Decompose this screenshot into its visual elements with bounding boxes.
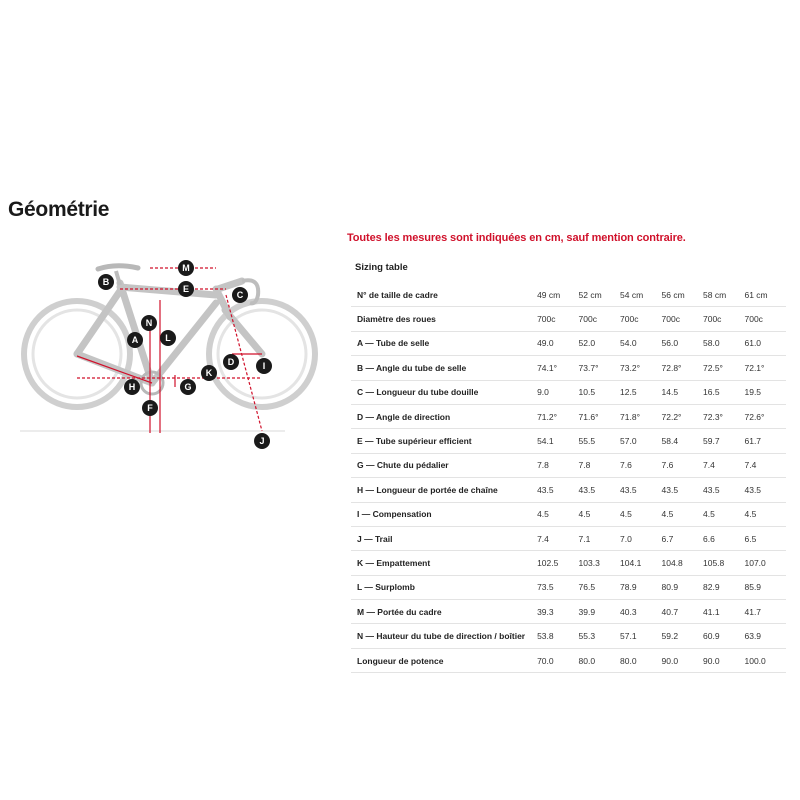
row-label: K — Empattement xyxy=(351,551,537,575)
marker-h-icon xyxy=(124,379,140,395)
row-value: 104.8 xyxy=(662,551,703,575)
row-value: 55.5 xyxy=(579,429,620,453)
row-value: 103.3 xyxy=(579,551,620,575)
row-value: 61.0 xyxy=(744,331,786,355)
row-value: 53.8 xyxy=(537,624,578,648)
row-value: 9.0 xyxy=(537,380,578,404)
row-value: 43.5 xyxy=(620,478,661,502)
table-row xyxy=(351,283,786,307)
row-value: 700c xyxy=(537,307,578,331)
row-value: 4.5 xyxy=(703,502,744,526)
row-value: 56.0 xyxy=(662,331,703,355)
row-value: 76.5 xyxy=(579,575,620,599)
row-value: 73.5 xyxy=(537,575,578,599)
row-value: 80.9 xyxy=(662,575,703,599)
row-value: 43.5 xyxy=(662,478,703,502)
svg-text:G: G xyxy=(184,382,192,392)
page-title: Géométrie xyxy=(8,198,110,221)
table-row xyxy=(351,551,786,575)
row-value: 700c xyxy=(744,307,786,331)
row-value: 71.2° xyxy=(537,404,578,428)
row-value: 54 cm xyxy=(620,283,661,307)
row-value: 63.9 xyxy=(744,624,786,648)
marker-d-icon xyxy=(223,354,239,370)
table-row xyxy=(351,478,786,502)
row-value: 49 cm xyxy=(537,283,578,307)
marker-k-icon xyxy=(201,365,217,381)
row-value: 6.5 xyxy=(744,526,786,550)
row-value: 90.0 xyxy=(703,648,744,672)
row-value: 7.4 xyxy=(744,453,786,477)
row-value: 40.3 xyxy=(620,600,661,624)
row-value: 71.6° xyxy=(579,404,620,428)
row-value: 7.8 xyxy=(537,453,578,477)
row-value: 12.5 xyxy=(620,380,661,404)
svg-text:H: H xyxy=(128,382,136,392)
row-value: 6.6 xyxy=(703,526,744,550)
row-value: 7.4 xyxy=(537,526,578,550)
marker-l-icon xyxy=(160,330,176,346)
marker-a-icon xyxy=(127,332,143,348)
row-value: 16.5 xyxy=(703,380,744,404)
row-value: 72.3° xyxy=(703,404,744,428)
row-value: 54.0 xyxy=(620,331,661,355)
row-value: 7.6 xyxy=(620,453,661,477)
row-value: 7.1 xyxy=(579,526,620,550)
row-value: 59.7 xyxy=(703,429,744,453)
row-value: 56 cm xyxy=(662,283,703,307)
row-label: I — Compensation xyxy=(351,502,537,526)
row-value: 72.6° xyxy=(744,404,786,428)
row-value: 700c xyxy=(662,307,703,331)
row-value: 7.6 xyxy=(662,453,703,477)
row-value: 43.5 xyxy=(744,478,786,502)
row-value: 40.7 xyxy=(662,600,703,624)
row-value: 49.0 xyxy=(537,331,578,355)
row-label: G — Chute du pédalier xyxy=(351,453,537,477)
row-value: 55.3 xyxy=(579,624,620,648)
table-row xyxy=(351,331,786,355)
row-value: 82.9 xyxy=(703,575,744,599)
marker-m-icon xyxy=(178,260,194,276)
svg-text:N: N xyxy=(145,318,153,328)
row-value: 59.2 xyxy=(662,624,703,648)
table-row xyxy=(351,624,786,648)
svg-text:B: B xyxy=(102,277,110,287)
table-row xyxy=(351,356,786,380)
row-value: 57.1 xyxy=(620,624,661,648)
row-label: N — Hauteur du tube de direction / boîtier xyxy=(351,624,537,648)
row-value: 58.4 xyxy=(662,429,703,453)
row-value: 4.5 xyxy=(537,502,578,526)
row-label: B — Angle du tube de selle xyxy=(351,356,537,380)
row-value: 52 cm xyxy=(579,283,620,307)
row-label: E — Tube supérieur efficient xyxy=(351,429,537,453)
marker-j-icon xyxy=(254,433,270,449)
row-value: 72.5° xyxy=(703,356,744,380)
row-value: 105.8 xyxy=(703,551,744,575)
row-value: 43.5 xyxy=(703,478,744,502)
svg-text:E: E xyxy=(182,284,190,294)
row-value: 90.0 xyxy=(662,648,703,672)
row-value: 43.5 xyxy=(579,478,620,502)
row-label: J — Trail xyxy=(351,526,537,550)
saddle xyxy=(98,266,138,269)
row-value: 57.0 xyxy=(620,429,661,453)
row-value: 72.8° xyxy=(662,356,703,380)
row-label: L — Surplomb xyxy=(351,575,537,599)
row-value: 71.8° xyxy=(620,404,661,428)
row-value: 72.2° xyxy=(662,404,703,428)
table-row xyxy=(351,600,786,624)
svg-text:D: D xyxy=(227,357,235,367)
svg-text:F: F xyxy=(147,403,153,413)
row-value: 73.2° xyxy=(620,356,661,380)
row-label: H — Longueur de portée de chaîne xyxy=(351,478,537,502)
row-value: 14.5 xyxy=(662,380,703,404)
row-value: 41.1 xyxy=(703,600,744,624)
marker-n-icon xyxy=(141,315,157,331)
measurement-note: Toutes les mesures sont indiquées en cm, sauf mention contraire. xyxy=(347,232,686,244)
row-value: 80.0 xyxy=(579,648,620,672)
row-value: 72.1° xyxy=(744,356,786,380)
row-value: 39.3 xyxy=(537,600,578,624)
marker-c-icon xyxy=(232,287,248,303)
row-value: 700c xyxy=(703,307,744,331)
marker-e-icon xyxy=(178,281,194,297)
row-value: 39.9 xyxy=(579,600,620,624)
row-value: 6.7 xyxy=(662,526,703,550)
row-value: 85.9 xyxy=(744,575,786,599)
row-value: 4.5 xyxy=(620,502,661,526)
svg-text:J: J xyxy=(259,436,265,446)
row-label: Diamètre des roues xyxy=(351,307,537,331)
row-value: 73.7° xyxy=(579,356,620,380)
row-value: 7.0 xyxy=(620,526,661,550)
table-row xyxy=(351,502,786,526)
row-value: 4.5 xyxy=(579,502,620,526)
row-value: 74.1° xyxy=(537,356,578,380)
row-value: 43.5 xyxy=(537,478,578,502)
bike-geometry-diagram xyxy=(20,255,330,455)
row-value: 104.1 xyxy=(620,551,661,575)
row-label: M — Portée du cadre xyxy=(351,600,537,624)
row-value: 52.0 xyxy=(579,331,620,355)
row-value: 102.5 xyxy=(537,551,578,575)
svg-text:L: L xyxy=(165,333,171,343)
row-label: C — Longueur du tube douille xyxy=(351,380,537,404)
row-value: 700c xyxy=(579,307,620,331)
table-row xyxy=(351,404,786,428)
row-value: 700c xyxy=(620,307,661,331)
table-row xyxy=(351,429,786,453)
geometry-table xyxy=(351,283,786,673)
marker-f-icon xyxy=(142,400,158,416)
row-label: D — Angle de direction xyxy=(351,404,537,428)
row-value: 10.5 xyxy=(579,380,620,404)
marker-g-icon xyxy=(180,379,196,395)
marker-i-icon xyxy=(256,358,272,374)
marker-b-icon xyxy=(98,274,114,290)
row-value: 70.0 xyxy=(537,648,578,672)
row-value: 80.0 xyxy=(620,648,661,672)
row-value: 7.8 xyxy=(579,453,620,477)
table-row xyxy=(351,575,786,599)
row-value: 107.0 xyxy=(744,551,786,575)
svg-text:K: K xyxy=(205,368,213,378)
svg-text:A: A xyxy=(131,335,139,345)
table-row xyxy=(351,380,786,404)
svg-text:I: I xyxy=(262,361,266,371)
row-value: 19.5 xyxy=(744,380,786,404)
row-value: 4.5 xyxy=(744,502,786,526)
row-value: 61 cm xyxy=(744,283,786,307)
row-value: 58.0 xyxy=(703,331,744,355)
row-label: Longueur de potence xyxy=(351,648,537,672)
row-label: N° de taille de cadre xyxy=(351,283,537,307)
row-value: 41.7 xyxy=(744,600,786,624)
row-value: 4.5 xyxy=(662,502,703,526)
table-row xyxy=(351,526,786,550)
table-row xyxy=(351,648,786,672)
table-title: Sizing table xyxy=(355,262,408,273)
table-row xyxy=(351,307,786,331)
row-label: A — Tube de selle xyxy=(351,331,537,355)
row-value: 100.0 xyxy=(744,648,786,672)
svg-text:M: M xyxy=(182,263,190,273)
svg-text:C: C xyxy=(236,290,244,300)
row-value: 58 cm xyxy=(703,283,744,307)
table-row xyxy=(351,453,786,477)
row-value: 78.9 xyxy=(620,575,661,599)
row-value: 54.1 xyxy=(537,429,578,453)
row-value: 60.9 xyxy=(703,624,744,648)
row-value: 7.4 xyxy=(703,453,744,477)
row-value: 61.7 xyxy=(744,429,786,453)
